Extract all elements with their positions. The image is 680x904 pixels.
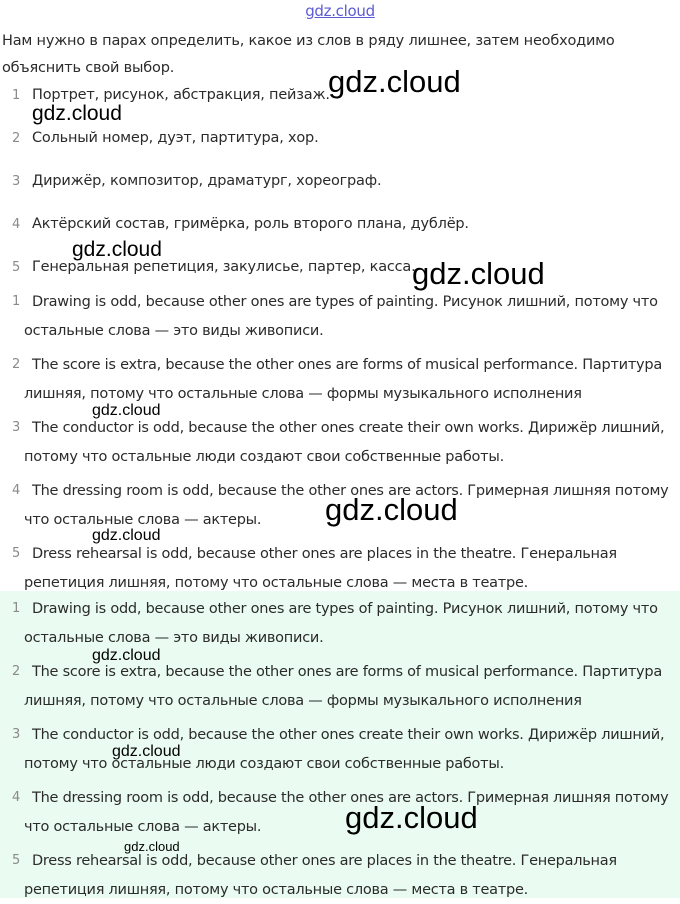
question-number: 4: [12, 217, 21, 232]
watermark: gdz.cloud: [325, 492, 458, 527]
answer-text: The conductor is odd, because the other ones create their own works. Дирижёр лишний, потому что остальные люди создают свои собственные работы.: [24, 727, 665, 772]
watermark: gdz.cloud: [72, 238, 162, 261]
watermark: gdz.cloud: [124, 839, 180, 854]
answer-number: 1: [12, 294, 21, 309]
watermark: gdz.cloud: [112, 743, 181, 760]
answer-number: 3: [12, 727, 21, 742]
watermark: gdz.cloud: [32, 102, 122, 125]
answer-number: 5: [12, 546, 21, 561]
watermark: gdz.cloud: [328, 64, 461, 99]
answer-number: 4: [12, 483, 21, 498]
answer-text: The score is extra, because the other ones are forms of musical performance. Партитура лишняя, потому что остальные слова — формы музыкального исполнения: [24, 664, 662, 709]
answer-text: Dress rehearsal is odd, because other ones are places in the theatre. Генеральная репетиция лишняя, потому что остальные слова — места в театре.: [24, 546, 617, 591]
answer-text: Drawing is odd, because other ones are types of painting. Рисунок лишний, потому что остальные слова — это виды живописи.: [24, 294, 658, 339]
answer-text: Dress rehearsal is odd, because other ones are places in the theatre. Генеральная репетиция лишняя, потому что остальные слова — места в театре.: [24, 853, 617, 898]
answer-number: 1: [12, 601, 21, 616]
header-site-link[interactable]: gdz.cloud: [305, 2, 375, 20]
task-text: Нам нужно в парах определить, какое из слов в ряду лишнее, затем необходимо объяснить свой выбор.: [2, 33, 615, 76]
watermark: gdz.cloud: [92, 402, 161, 419]
question-number: 5: [12, 260, 21, 275]
question-number: 3: [12, 174, 21, 189]
watermark: gdz.cloud: [412, 256, 545, 291]
answer-number: 2: [12, 664, 21, 679]
answer-text: The dressing room is odd, because the other ones are actors. Гримерная лишняя потому что остальные слова — актеры.: [24, 790, 669, 835]
answer-number: 3: [12, 420, 21, 435]
answer-text: The conductor is odd, because the other ones create their own works. Дирижёр лишний, потому что остальные люди создают свои собственные работы.: [24, 420, 665, 465]
watermark: gdz.cloud: [92, 647, 161, 664]
question-number: 2: [12, 131, 21, 146]
question-text: Портрет, рисунок, абстракция, пейзаж.: [32, 87, 330, 103]
question-number: 1: [12, 88, 21, 103]
answer-number: 5: [12, 853, 21, 868]
answer-number: 4: [12, 790, 21, 805]
answer-text: The score is extra, because the other ones are forms of musical performance. Партитура лишняя, потому что остальные слова — формы музыкального исполнения: [24, 357, 662, 402]
question-text: Дирижёр, композитор, драматург, хореограф.: [32, 173, 382, 189]
watermark: gdz.cloud: [92, 527, 161, 544]
answer-number: 2: [12, 357, 21, 372]
answer-text: The dressing room is odd, because the other ones are actors. Гримерная лишняя потому что остальные слова — актеры.: [24, 483, 669, 528]
watermark: gdz.cloud: [345, 800, 478, 835]
question-text: Генеральная репетиция, закулисье, партер, касса.: [32, 259, 416, 275]
question-text: Актёрский состав, гримёрка, роль второго плана, дублёр.: [32, 216, 469, 232]
question-text: Сольный номер, дуэт, партитура, хор.: [32, 130, 319, 146]
answer-text: Drawing is odd, because other ones are types of painting. Рисунок лишний, потому что остальные слова — это виды живописи.: [24, 601, 658, 646]
